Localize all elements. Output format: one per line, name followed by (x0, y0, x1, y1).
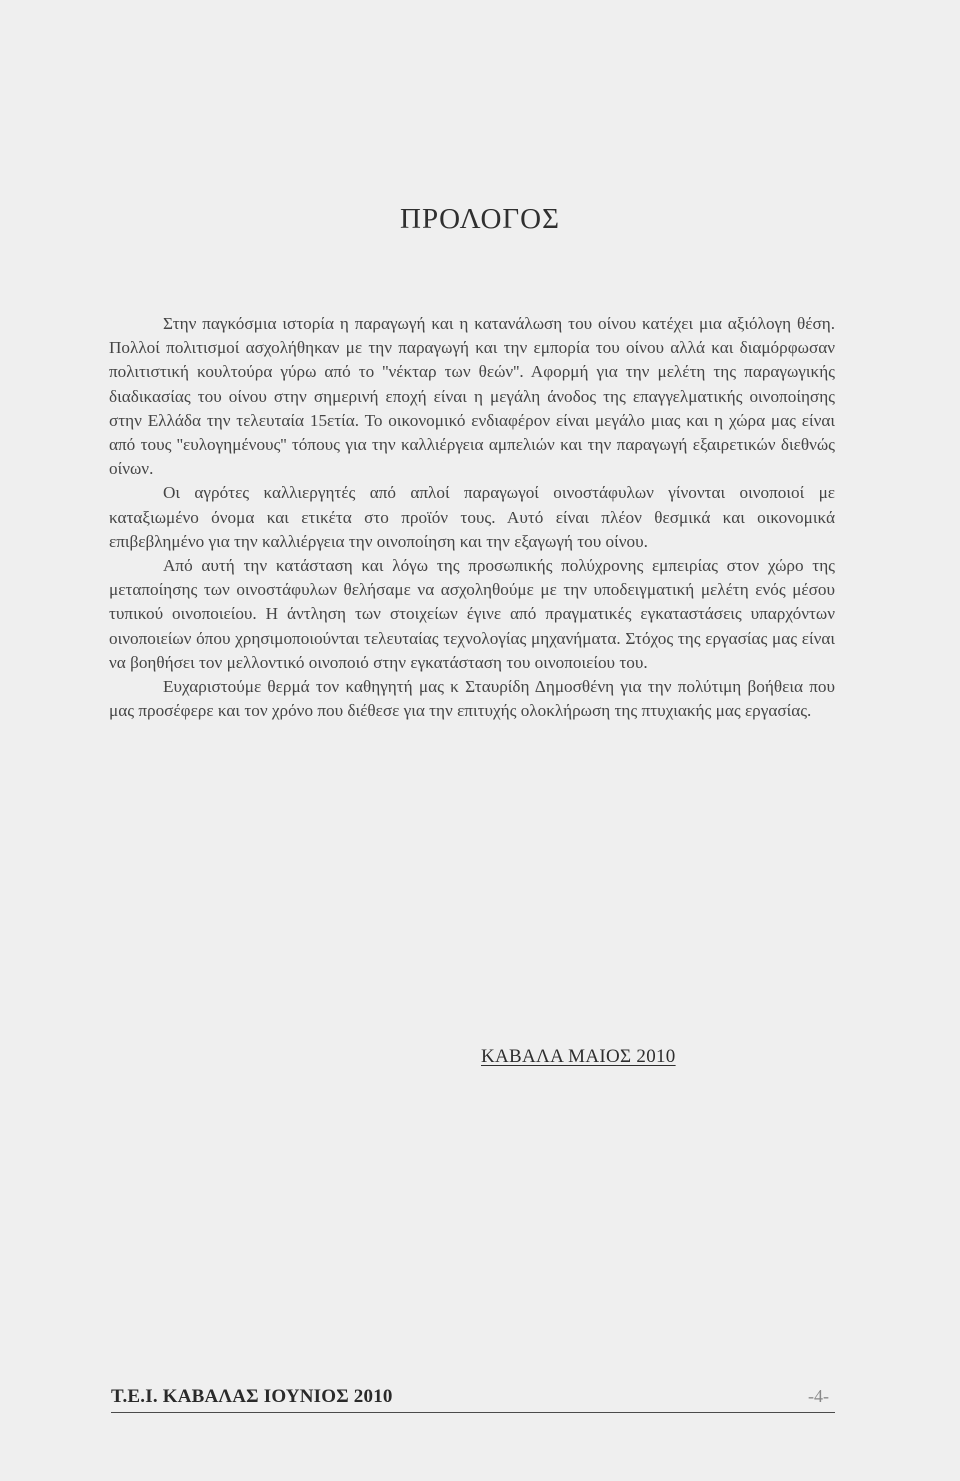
signature-place-date: ΚΑΒΑΛΑ ΜΑΙΟΣ 2010 (481, 1046, 676, 1067)
preface-body (109, 312, 835, 723)
page-number: -4- (808, 1386, 829, 1406)
paragraph-2: Οι αγρότες καλλιεργητές από απλοί παραγωγοί οινοστάφυλων γίνονται οινοποιοί με καταξιωμένο όνομα και ετικέτα στο προϊόν τους. Αυτό είναι πλέον θεσμικά και οικονομικά επιβεβλημένο για την καλλιέργεια την οινοποίηση και την εξαγωγή του οίνου. (109, 483, 835, 551)
page-title: ΠΡΟΛΟΓΟΣ (400, 203, 560, 235)
page-footer (111, 1386, 835, 1413)
paragraph-3: Από αυτή την κατάσταση και λόγω της προσωπικής πολύχρονης εμπειρίας στον χώρο της μεταποίησης των οινοστάφυλων θελήσαμε να ασχοληθούμε με την υποδειγματική μελέτη ενός μέσου τυπικού οινοποιείου. Η άντληση των στοιχείων έγινε από πραγματικές εγκαταστάσεις υπαρχόντων οινοποιείων όπου χρησιμοποιούνται τελευταίας τεχνολογίας μηχανήματα. Στόχος της εργασίας μας είναι να βοηθήσει τον μελλοντικό οινοποιό στην εγκατάσταση του οινοποιείου του. (109, 556, 835, 672)
footer-institution: Τ.Ε.Ι. ΚΑΒΑΛΑΣ ΙΟΥΝΙΟΣ 2010 (111, 1386, 393, 1407)
paragraph-4: Ευχαριστούμε θερμά τον καθηγητή μας κ Σταυρίδη Δημοσθένη για την πολύτιμη βοήθεια που μας προσέφερε και τον χρόνο που διέθεσε για την επιτυχής ολοκλήρωση της πτυχιακής μας εργασίας. (109, 677, 835, 721)
paragraph-1: Στην παγκόσμια ιστορία η παραγωγή και η κατανάλωση του οίνου κατέχει μια αξιόλογη θέση. Πολλοί πολιτισμοί ασχολήθηκαν με την παραγωγή και την εμπορία του οίνου αλλά και διαμόρφωσαν πολιτιστική κουλτούρα γύρω από το ''νέκταρ των θεών''. Αφορμή για την μελέτη της παραγωγικής διαδικασίας του οίνου στην σημερινή εποχή είναι η μεγάλη άνοδος της επαγγελματικής οινοποίησης στην Ελλάδα την τελευταία 15ετία. Το οικονομικό ενδιαφέρον είναι μεγάλο μιας και η χώρα μας είναι από τους ''ευλογημένους'' τόπους για την καλλιέργεια αμπελιών και την παραγωγή εξαιρετικών διεθνώς οίνων. (109, 314, 835, 479)
